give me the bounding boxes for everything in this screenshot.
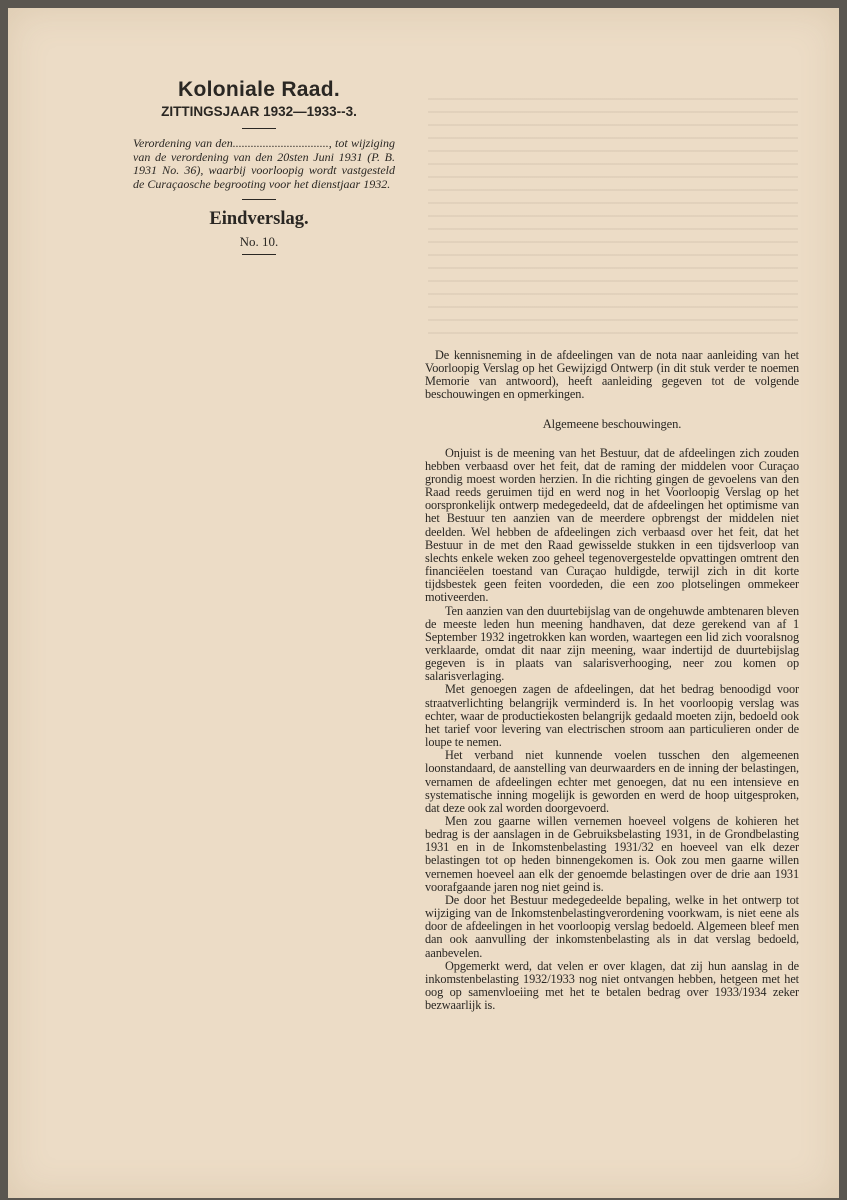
body-paragraph: Men zou gaarne willen vernemen hoeveel volgens de kohieren het bedrag is der aanslagen in de Gebruiksbelasting 1931, in de Grondbelasting 1931 en in de Inkomstenbelasting 1931/32 en hoeveel van elk dezer belastingen tot op heden binnengekomen is. Ook zou men gaarne willen vernemen hoeveel aan elk der genoemde belastingen over de drie aan 1931 voorafgaande jaren nog niet geind is. [425, 814, 799, 894]
report-number: No. 10. [239, 234, 279, 250]
header-divider [242, 128, 276, 129]
body-paragraph: Onjuist is de meening van het Bestuur, dat de afdeelingen zich zouden hebben verbaasd over het feit, dat de raming der middelen voor Curaçao grondig moest worden herzien. In die richting gingen de gevoelens van den Raad reeds geruimen tijd en werd nog in het Voorloopig Verslag op het oorspronkelijk ontwerp medegedeeld, dat de afdeelingen het optimisme van het Bestuur ten aanzien van de meerdere opbrengst der middelen niet deelden. Wel hebben de afdeelingen zich verbaasd over het feit, dat het Bestuur in de met den Raad gewisselde stukken in een tijdsverloop van slechts enkele weken zoo geheel tegenovergestelde opvattingen omtrent den financiëelen toestand van Curaçao huldigde, terwijl zich in dit korte tijdsbestek geen feiten voordeden, die een zoo plotselingen ommekeer motiveerden. [425, 445, 799, 605]
body-paragraph: Het verband niet kunnende voelen tusschen den algemeenen loonstandaard, de aanstelling van deurwaarders en de inning der belastingen, vernamen de afdeelingen echter met genoegen, dat nu een intensieve en systematische inning mogelijk is geworden en werd de hoop uitgesproken, dat deze ook zal worden doorgevoerd. [425, 748, 799, 815]
body-paragraph: Opgemerkt werd, dat velen er over klagen, dat zij hun aanslag in de inkomstenbelasting 1932/1933 nog niet ontvangen hebben, hetgeen met het oog op samenvloeiing met het te betalen bedrag over 1933/1934 zeker bezwaarlijk is. [425, 958, 799, 1013]
ordinance-description: Verordening van den................................, tot wijziging van de verordening van den 20sten Juni 1931 (P. B. 1931 No. 36), waarbij voorloopig wordt vastgesteld de Curaçaosche begrooting voor het dienstjaar 1932. [133, 136, 395, 191]
number-divider [242, 254, 276, 255]
council-title: Koloniale Raad. [177, 78, 341, 101]
bleed-through-texture [428, 98, 798, 338]
section-heading: Algemeene beschouwingen. [542, 416, 682, 431]
document-header [123, 78, 395, 263]
document-page [8, 8, 839, 1198]
body-paragraph: De door het Bestuur medegedeelde bepaling, welke in het ontwerp tot wijziging van de Inkomstenbelastingverordening voorkwam, is niet eene als door de afdeelingen in het voorloopig verslag bedoeld. Algemeen bleef men dan ook aanvulling der inkomstenbelasting als in dat verslag bedoeld, aanbevelen. [425, 892, 799, 960]
session-year: ZITTINGSJAAR 1932—1933--3. [161, 104, 357, 119]
body-paragraph: Met genoegen zagen de afdeelingen, dat het bedrag benoodigd voor straatverlichting belangrijk verminderd is. In het voorloopig verslag was echter, waar de productiekosten belangrijk gedaald moeten zijn, bedoeld ook het tarief voor levering van electrischen stroom aan particulieren onder de loupe te nemen. [425, 682, 799, 750]
report-body [425, 349, 799, 1012]
intro-paragraph: De kennisneming in de afdeelingen van de nota naar aanleiding van het Voorloopig Verslag op het Gewijzigd Ontwerp (in dit stuk verder te noemen Memorie van antwoord), heeft aanleiding gegeven tot de volgende beschouwingen en opmerkingen. [425, 348, 799, 402]
report-title: Eindverslag. [209, 209, 309, 230]
description-divider [242, 199, 276, 200]
body-paragraph: Ten aanzien van den duurtebijslag van de ongehuwde ambtenaren bleven de meeste leden hun meening handhaven, dat deze gerekend van af 1 September 1932 ingetrokken kan worden, waartegen een lid zich vooralsnog verklaarde, omdat dit naar zijn meening, waar indertijd de duurtebijslag gegeven is in plaats van salarisverhooging, neer zou komen op salarisverlaging. [425, 603, 799, 684]
